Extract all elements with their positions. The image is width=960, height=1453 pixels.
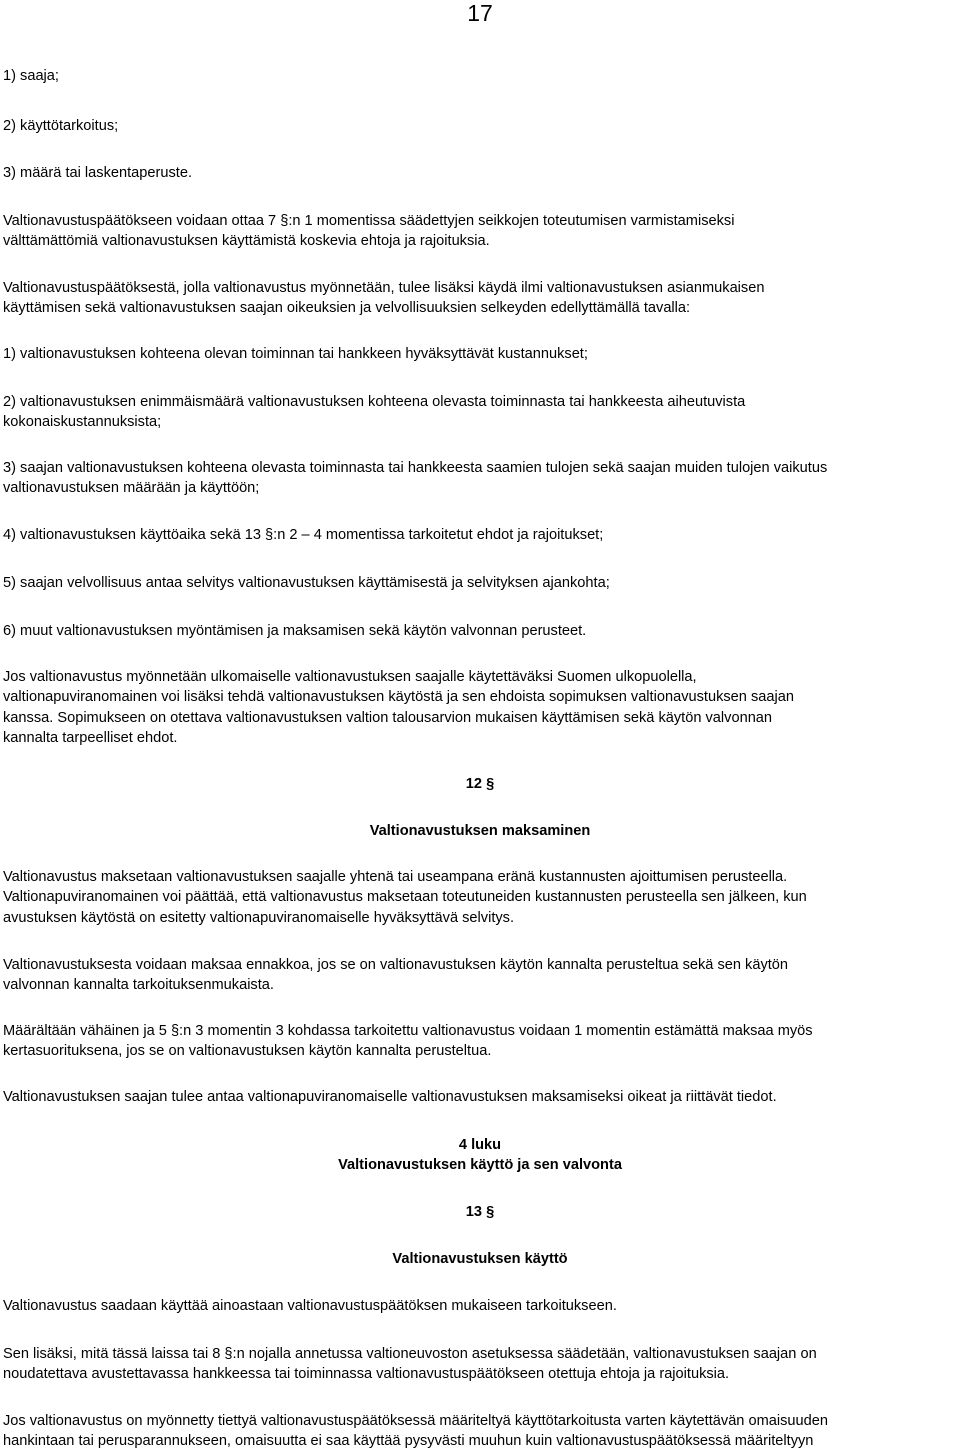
list-item [3, 458, 955, 499]
paragraph-line: Määrältään vähäinen ja 5 §:n 3 momentin 3 kohdassa tarkoitettu valtionavustus voidaan 1 momentin estämättä maksaa myös [3, 1023, 813, 1039]
paragraph-line: välttämättömiä valtionavustuksen käyttämistä koskevia ehtoja ja rajoituksia. [3, 233, 490, 250]
list-item [3, 573, 955, 593]
paragraph-line: Valtionavustus maksetaan valtionavustuksen saajalle yhtenä tai useampana eränä kustannusten ajoittumisen perusteella. [3, 869, 788, 885]
paragraph-line: hankintaan tai perusparannukseen, omaisuutta ei saa käyttää pysyvästi muuhun kuin valtionavustuspäätöksessä määriteltyyn [3, 1433, 814, 1450]
paragraph-line: 6) muut valtionavustuksen myöntämisen ja maksamisen sekä käytön valvonnan perusteet. [3, 623, 587, 639]
paragraph-line: kokonaiskustannuksista; [3, 414, 162, 431]
section-number: 12 § [465, 776, 495, 792]
page-number: 17 [467, 0, 493, 26]
paragraph-line: Valtionavustus saadaan käyttää ainoastaan valtionavustuspäätöksen mukaiseen tarkoitukseen. [3, 1298, 617, 1314]
paragraph-line: kannalta tarpeelliset ehdot. [3, 730, 178, 747]
paragraph-line: Jos valtionavustus myönnetään ulkomaiselle valtionavustuksen saajalle käytettäväksi Suomen ulkopuolella, [3, 669, 697, 685]
paragraph [3, 211, 955, 252]
list-item [3, 525, 955, 545]
paragraph [3, 1021, 955, 1062]
paragraph [3, 1087, 955, 1107]
section-title: Valtionavustuksen käyttö [392, 1251, 568, 1267]
paragraph [3, 1296, 955, 1316]
section-number: 13 § [465, 1204, 495, 1220]
paragraph [3, 1344, 955, 1385]
paragraph-line: käyttämisen sekä valtionavustuksen saajan oikeuksien ja velvollisuuksien selkeyden edellyttämällä tavalla: [3, 300, 691, 317]
list-item: 1) saaja; [3, 68, 59, 84]
paragraph-line: 2) valtionavustuksen enimmäismäärä valtionavustuksen kohteena olevasta toiminnasta tai hankkeesta aiheutuvista [3, 394, 746, 410]
paragraph-line: Jos valtionavustus on myönnetty tiettyä valtionavustuspäätöksessä määriteltyä käyttötarkoitusta varten käytettävän omaisuuden [3, 1413, 828, 1429]
chapter-number: 4 luku [458, 1137, 502, 1153]
paragraph-line: Valtionavustuspäätöksestä, jolla valtionavustus myönnetään, tulee lisäksi käydä ilmi valtionavustuksen asianmukaisen [3, 280, 765, 296]
paragraph-line: 3) saajan valtionavustuksen kohteena olevasta toiminnasta tai hankkeesta saamien tulojen sekä saajan muiden tulojen vaikutus [3, 460, 828, 476]
paragraph-line: valtionapuviranomainen voi lisäksi tehdä valtionavustuksen käytöstä ja sen ehdoista sopimuksen valtionavustuksen saajan [3, 689, 794, 706]
list-item [3, 621, 955, 641]
paragraph [3, 667, 955, 749]
chapter-title: Valtionavustuksen käyttö ja sen valvonta [338, 1157, 622, 1173]
paragraph-line: Valtionavustuksesta voidaan maksaa ennakkoa, jos se on valtionavustuksen käytön kannalta perusteltua sekä sen käytön [3, 957, 789, 973]
paragraph-line: noudatettava avustettavassa hankkeessa tai toiminnassa valtionavustuspäätökseen otettuja ehtoja ja rajoituksia. [3, 1366, 730, 1383]
paragraph [3, 955, 955, 996]
paragraph [3, 1411, 955, 1452]
paragraph-line: valtionavustuksen määrään ja käyttöön; [3, 480, 260, 497]
paragraph-line: kanssa. Sopimukseen on otettava valtionavustuksen valtion talousarvion mukaisen käyttämisen sekä käytön valvonnan [3, 709, 773, 726]
paragraph-line: avustuksen käytöstä on esitetty valtionapuviranomaiselle hyväksyttävä selvitys. [3, 909, 515, 926]
paragraph-line: 5) saajan velvollisuus antaa selvitys valtionavustuksen käyttämisestä ja selvityksen ajankohta; [3, 575, 610, 591]
paragraph-line: valvonnan kannalta tarkoituksenmukaista. [3, 977, 274, 994]
paragraph-line: Sen lisäksi, mitä tässä laissa tai 8 §:n nojalla annetussa valtioneuvoston asetuksessa säädetään, valtionavustuksen saajan on [3, 1346, 817, 1362]
section-title: Valtionavustuksen maksaminen [369, 823, 591, 839]
paragraph-line: Valtionapuviranomainen voi päättää, että valtionavustus maksetaan toteutuneiden kustannusten perusteella sen jälkeen, kun [3, 889, 807, 906]
paragraph-line: kertasuorituksena, jos se on valtionavustuksen käytön kannalta perusteltua. [3, 1043, 492, 1060]
list-item: 3) määrä tai laskentaperuste. [3, 165, 193, 181]
paragraph-line: 4) valtionavustuksen käyttöaika sekä 13 §:n 2 – 4 momentissa tarkoitetut ehdot ja rajoitukset; [3, 527, 604, 543]
paragraph-line: 1) valtionavustuksen kohteena olevan toiminnan tai hankkeen hyväksyttävät kustannukset; [3, 346, 588, 362]
list-item: 2) käyttötarkoitus; [3, 118, 119, 134]
paragraph-line: Valtionavustuksen saajan tulee antaa valtionapuviranomaiselle valtionavustuksen maksamiseksi oikeat ja riittävät tiedot. [3, 1089, 777, 1105]
list-item [3, 392, 955, 433]
paragraph [3, 867, 955, 928]
paragraph [3, 278, 955, 319]
paragraph-line: Valtionavustuspäätökseen voidaan ottaa 7 §:n 1 momentissa säädettyjen seikkojen toteutumisen varmistamiseksi [3, 213, 735, 229]
list-item [3, 344, 955, 364]
